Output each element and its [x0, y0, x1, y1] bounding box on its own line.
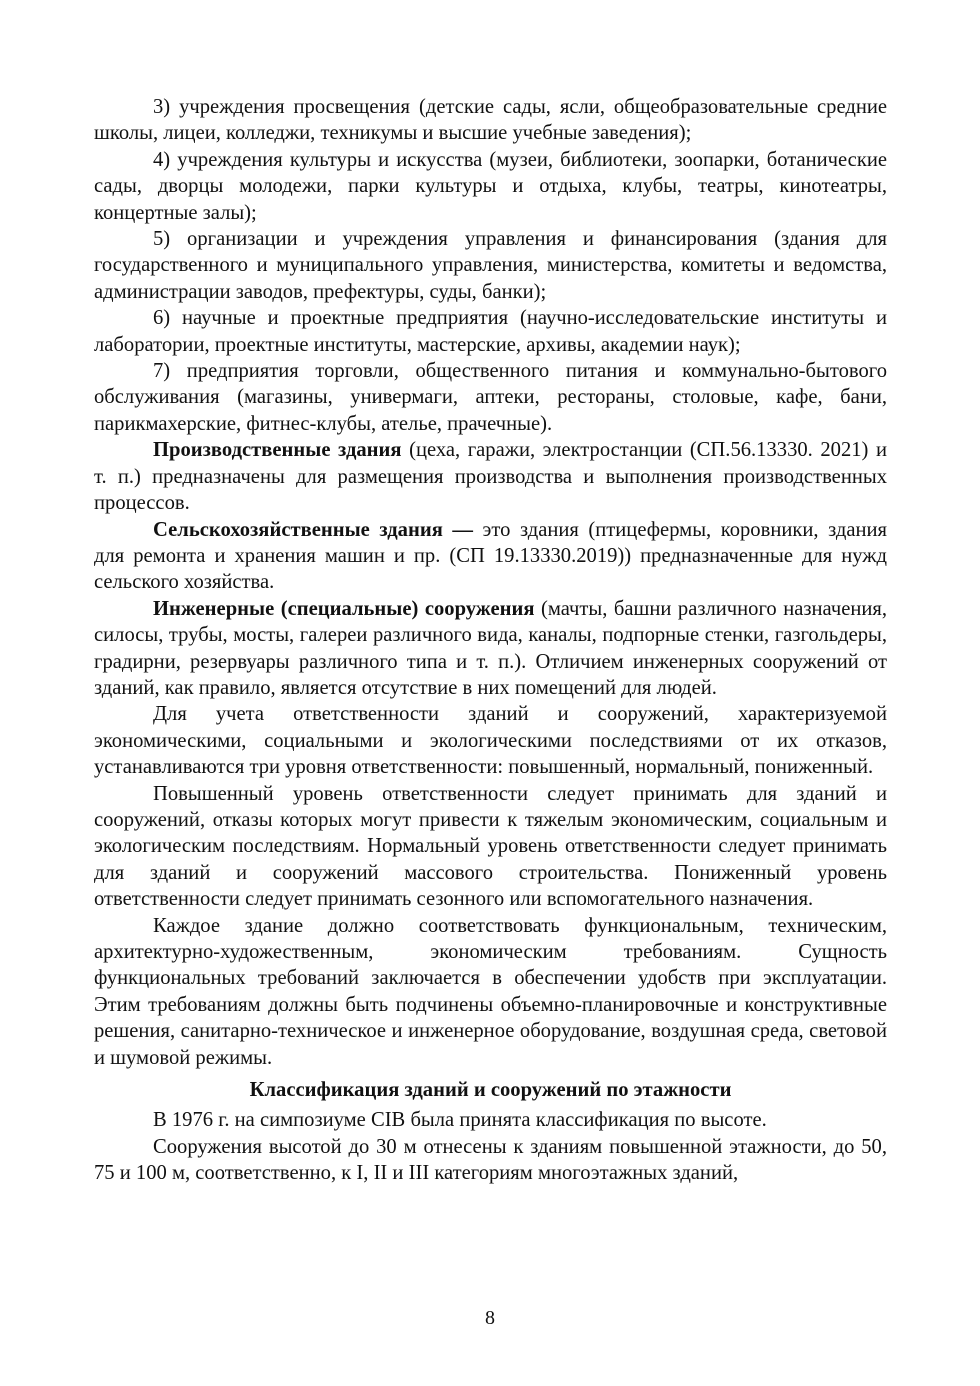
paragraph-list-item-3: 3) учреждения просвещения (детские сады, ясли, общеобразовательные средние школы, лицеи, колледжи, техникумы и высшие учебные заведения);	[94, 96, 887, 145]
term-production-buildings: Производственные здания	[153, 439, 402, 462]
paragraph-height-categories: Сооружения высотой до 30 м отнесены к зданиям повышенной этажности, до 50, 75 и 100 м, соответственно, к I, II и III категориям многоэтажных зданий,	[94, 1135, 887, 1185]
paragraph-agricultural-buildings: Сельскохозяйственные здания — это здания (птицефермы, коровники, здания для ремонта и хранения машин и пр. (СП 19.13330.2019)) предназначенные для нужд сельского хозяйства.	[94, 518, 887, 594]
term-engineering-structures: Инженерные (специальные) сооружения	[153, 597, 535, 620]
paragraph-list-item-6: 6) научные и проектные предприятия (научно-исследовательские институты и лаборатории, проектные институты, мастерские, архивы, академии наук);	[94, 307, 887, 356]
section-heading: Классификация зданий и сооружений по этажности	[249, 1079, 732, 1102]
paragraph-building-requirements: Каждое здание должно соответствовать функциональным, техническим, архитектурно-художественным, экономическим требованиям. Сущность функциональных требований заключается в обеспечении удобств при эксплуатации. Этим требованиям должны быть подчинены объемно-планировочные и конструктивные решения, санитарно-техническое и инженерное оборудование, воздушная среда, световой и шумовой режимы.	[94, 914, 887, 1069]
paragraph-list-item-4: 4) учреждения культуры и искусства (музеи, библиотеки, зоопарки, ботанические сады, дворцы молодежи, парки культуры и отдыха, клубы, театры, кинотеатры, концертные залы);	[94, 148, 887, 224]
page-number: 8	[485, 1307, 495, 1329]
paragraph-list-item-7: 7) предприятия торговли, общественного питания и коммунально-бытового обслуживания (магазины, универмаги, аптеки, рестораны, столовые, кафе, бани, парикмахерские, фитнес-клубы, ателье, прачечные).	[94, 360, 887, 435]
paragraph-engineering-structures: Инженерные (специальные) сооружения (мачты, башни различного назначения, силосы, трубы, мосты, галереи различного вида, каналы, подпорные стенки, газгольдеры, градирни, резервуары различного типа и т. п.). Отличием инженерных сооружений от зданий, как правило, является отсутствие в них помещений для людей.	[94, 597, 887, 699]
document-body	[94, 94, 887, 1187]
paragraph-high-responsibility: Повышенный уровень ответственности следует принимать для зданий и сооружений, отказы которых могут привести к тяжелым экономическим, социальным и экологическим последствиям. Нормальный уровень ответственности следует принимать для зданий и сооружений массового строительства. Пониженный уровень ответственности следует принимать сезонного или вспомогательного назначения.	[94, 782, 887, 911]
paragraph-production-buildings: Производственные здания (цеха, гаражи, электростанции (СП.56.13330. 2021) и т. п.) предназначены для размещения производства и выполнения производственных процессов.	[94, 439, 887, 515]
paragraph-list-item-5: 5) организации и учреждения управления и финансирования (здания для государственного и муниципального управления, министерства, комитеты и ведомства, администрации заводов, префектуры, суды, банки);	[94, 228, 887, 303]
paragraph-responsibility-levels: Для учета ответственности зданий и сооружений, характеризуемой экономическими, социальными и экологическими последствиями от их отказов, устанавливаются три уровня ответственности: повышенный, нормальный, пониженный.	[94, 703, 887, 779]
term-agricultural-buildings: Сельскохозяйственные здания —	[153, 518, 473, 541]
paragraph-cib-classification: В 1976 г. на симпозиуме CIB была принята классификация по высоте.	[153, 1109, 767, 1132]
